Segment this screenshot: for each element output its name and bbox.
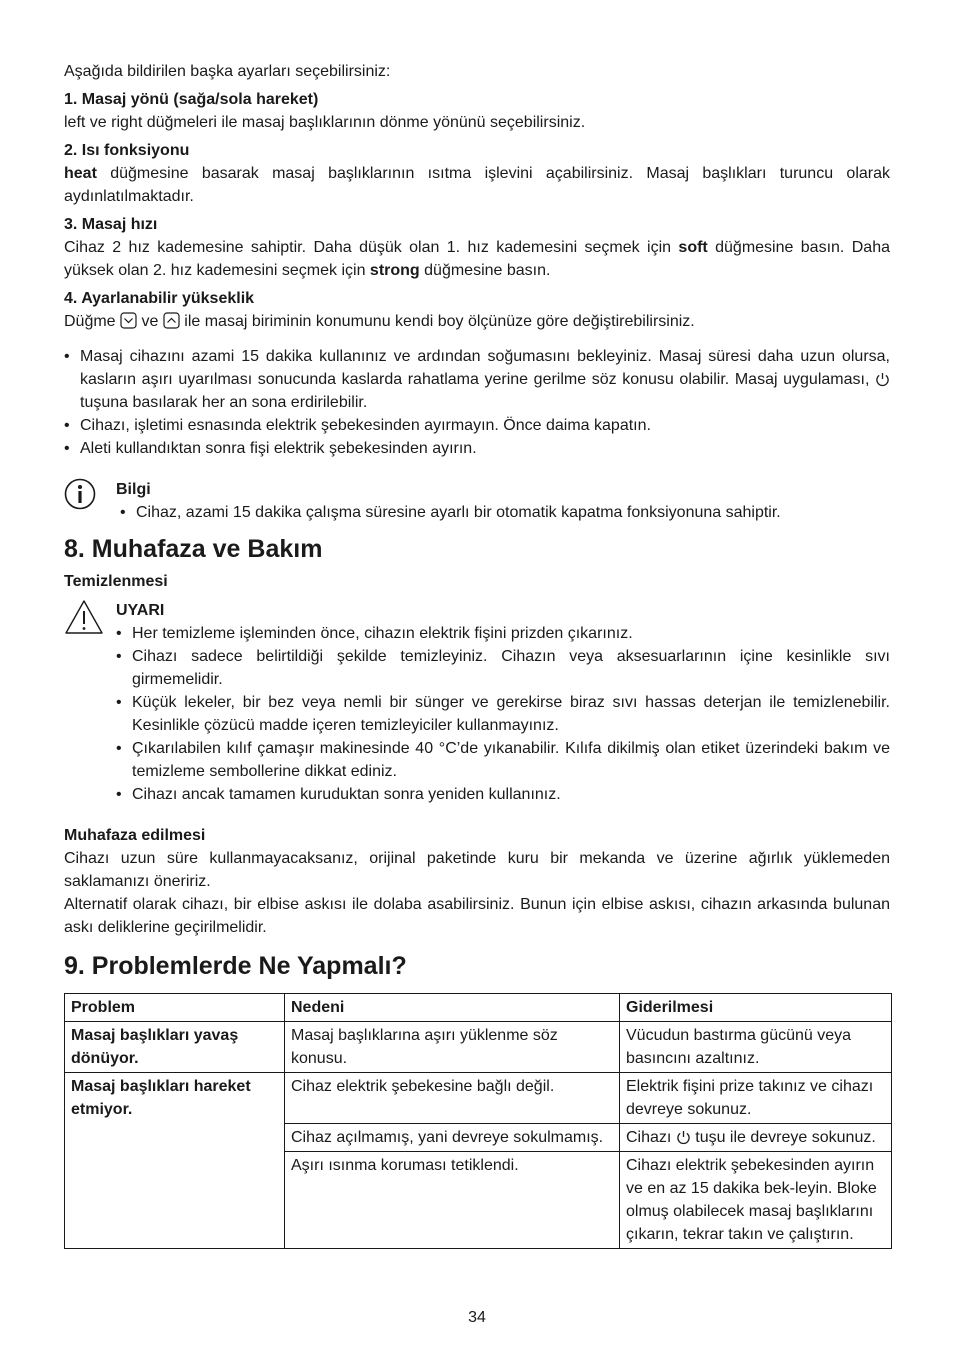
header-fix: Giderilmesi (620, 994, 892, 1022)
soft-label: soft (678, 239, 708, 256)
arrow-up-button-icon (163, 312, 180, 329)
power-icon (875, 372, 890, 387)
list-item: • Cihazı, işletimi esnasında elektrik şebekesinden ayırmayın. Önce daima kapatın. (64, 414, 890, 437)
list-item: • Çıkarılabilen kılıf çamaşır makinesinde 40 °C’de yıkanabilir. Kılıfa dikilmiş olan etiket üzerindeki bakım ve temizleme sembollerine dikkat ediniz. (116, 737, 890, 783)
warning-icon (64, 599, 104, 635)
list-item (64, 345, 890, 414)
subheading-direction: 1. Masaj yönü (sağa/sola hareket) (64, 91, 319, 108)
fix-cell (620, 1124, 892, 1152)
troubleshooting-table (64, 993, 892, 1249)
table-row (65, 1073, 892, 1124)
info-body (116, 478, 890, 524)
fix-cell: Elektrik fişini prize takınız ve cihazı devreye sokunuz. (620, 1073, 892, 1124)
warning-body (116, 599, 890, 806)
speed-text-2: düğmesine basın. Daha yüksek olan 2. hız kademesini seçmek için (64, 239, 890, 279)
bullet-text: tuşuna basılarak her an sona erdirilebilir. (80, 394, 368, 411)
header-cause: Nedeni (285, 994, 620, 1022)
height-text-1: Düğme (64, 313, 121, 330)
speed-text-3: düğmesine basın. (419, 262, 551, 279)
subheading-speed: 3. Masaj hızı (64, 216, 158, 233)
info-icon (64, 478, 96, 510)
fix-cell: Vücudun bastırma gücünü veya basıncını azaltınız. (620, 1022, 892, 1073)
storage-heading: Muhafaza edilmesi (64, 827, 206, 844)
warning-title: UYARI (116, 602, 165, 619)
heat-label: heat (64, 165, 97, 182)
heat-text: düğmesine basarak masaj başlıklarının ısıtma işlevini açabilirsiniz. Masaj başlıkları turuncu olarak aydınlatılmaktadır. (64, 165, 890, 205)
section-8-heading: 8. Muhafaza ve Bakım (64, 535, 323, 563)
paragraph-heat (64, 162, 890, 208)
fix-text-1: Cihazı (626, 1129, 676, 1146)
warning-block (64, 599, 890, 806)
fix-cell: Cihazı elektrik şebekesinden ayırın ve en az 15 dakika bek-leyin. Bloke olmuş olabilecek masaj başlıklarını çıkarın, tekrar takın ve çalıştırın. (620, 1152, 892, 1249)
list-item: • Her temizleme işleminden önce, cihazın elektrik fişini prizden çıkarınız. (116, 622, 890, 645)
cause-cell: Aşırı ısınma koruması tetiklendi. (285, 1152, 620, 1249)
list-item: • Cihazı ancak tamamen kuruduktan sonra yeniden kullanınız. (116, 783, 890, 806)
bullet-text: Masaj cihazını azami 15 dakika kullanınız ve ardından soğumasını bekleyiniz. Masaj süresi daha uzun olursa, kasların aşırı uyarılması sonucunda kaslarda rahatlama yerine gerilme söz konusu olabilir. Masaj uygulaması, (80, 348, 890, 388)
list-item: • Cihazı sadece belirtildiği şekilde temizleyiniz. Cihazın veya aksesuarlarının içine kesinlikle sıvı girmemelidir. (116, 645, 890, 691)
cause-cell: Cihaz açılmamış, yani devreye sokulmamış. (285, 1124, 620, 1152)
paragraph-height (64, 310, 890, 333)
fix-text-2: tuşu ile devreye sokunuz. (690, 1129, 876, 1146)
storage-paragraph-1: Cihazı uzun süre kullanmayacaksanız, orijinal paketinde kuru bir mekanda ve üzerine ağırlık yüklemeden saklamanızı öneririz. (64, 850, 890, 890)
table-row (65, 1022, 892, 1073)
header-problem: Problem (65, 994, 285, 1022)
arrow-down-button-icon (120, 312, 137, 329)
subheading-heat: 2. Isı fonksiyonu (64, 142, 190, 159)
storage-paragraph-2: Alternatif olarak cihazı, bir elbise askısı ile dolaba asabilirsiniz. Bunun için elbise askısı, cihazın arkasında bulunan askı deliklerine geçirilmelidir. (64, 896, 890, 936)
list-item: • Küçük lekeler, bir bez veya nemli bir sünger ve gerekirse biraz sıvı hassas deterjan ile temizlenebilir. Kesinlikle çözücü madde içeren temizleyiciler kullanmayınız. (116, 691, 890, 737)
table-header-row (65, 994, 892, 1022)
info-note (64, 478, 890, 524)
power-icon (676, 1130, 691, 1145)
strong-label: strong (369, 262, 420, 279)
warning-icon-wrap (64, 599, 116, 806)
height-text-2: ve (137, 313, 163, 330)
paragraph-direction: left ve right düğmeleri ile masaj başlıklarının dönme yönünü seçebilirsiniz. (64, 114, 586, 131)
speed-text-1: Cihaz 2 hız kademesine sahiptir. Daha düşük olan 1. hız kademesini seçmek için (64, 239, 679, 256)
intro-text: Aşağıda bildirilen başka ayarları seçebilirsiniz: (64, 63, 391, 80)
page-number: 34 (468, 1309, 486, 1326)
subheading-height: 4. Ayarlanabilir yükseklik (64, 290, 255, 307)
section-9-heading: 9. Problemlerde Ne Yapmalı? (64, 952, 407, 980)
cleaning-heading: Temizlenmesi (64, 573, 168, 590)
paragraph-speed (64, 236, 890, 282)
usage-bullets (64, 345, 890, 460)
list-item: • Cihaz, azami 15 dakika çalışma süresine ayarlı bir otomatik kapatma fonksiyonuna sahiptir. (120, 501, 890, 524)
cause-cell: Masaj başlıklarına aşırı yüklenme söz konusu. (285, 1022, 620, 1073)
info-icon-wrap (64, 478, 116, 524)
cause-cell: Cihaz elektrik şebekesine bağlı değil. (285, 1073, 620, 1124)
page-content (64, 60, 890, 1249)
height-text-3: ile masaj biriminin konumunu kendi boy ölçünüze göre değiştirebilirsiniz. (179, 313, 695, 330)
list-item: • Aleti kullandıktan sonra fişi elektrik şebekesinden ayırın. (64, 437, 890, 460)
problem-cell: Masaj başlıkları hareket etmiyor. (65, 1073, 285, 1249)
info-title: Bilgi (116, 481, 151, 498)
problem-cell: Masaj başlıkları yavaş dönüyor. (65, 1022, 285, 1073)
